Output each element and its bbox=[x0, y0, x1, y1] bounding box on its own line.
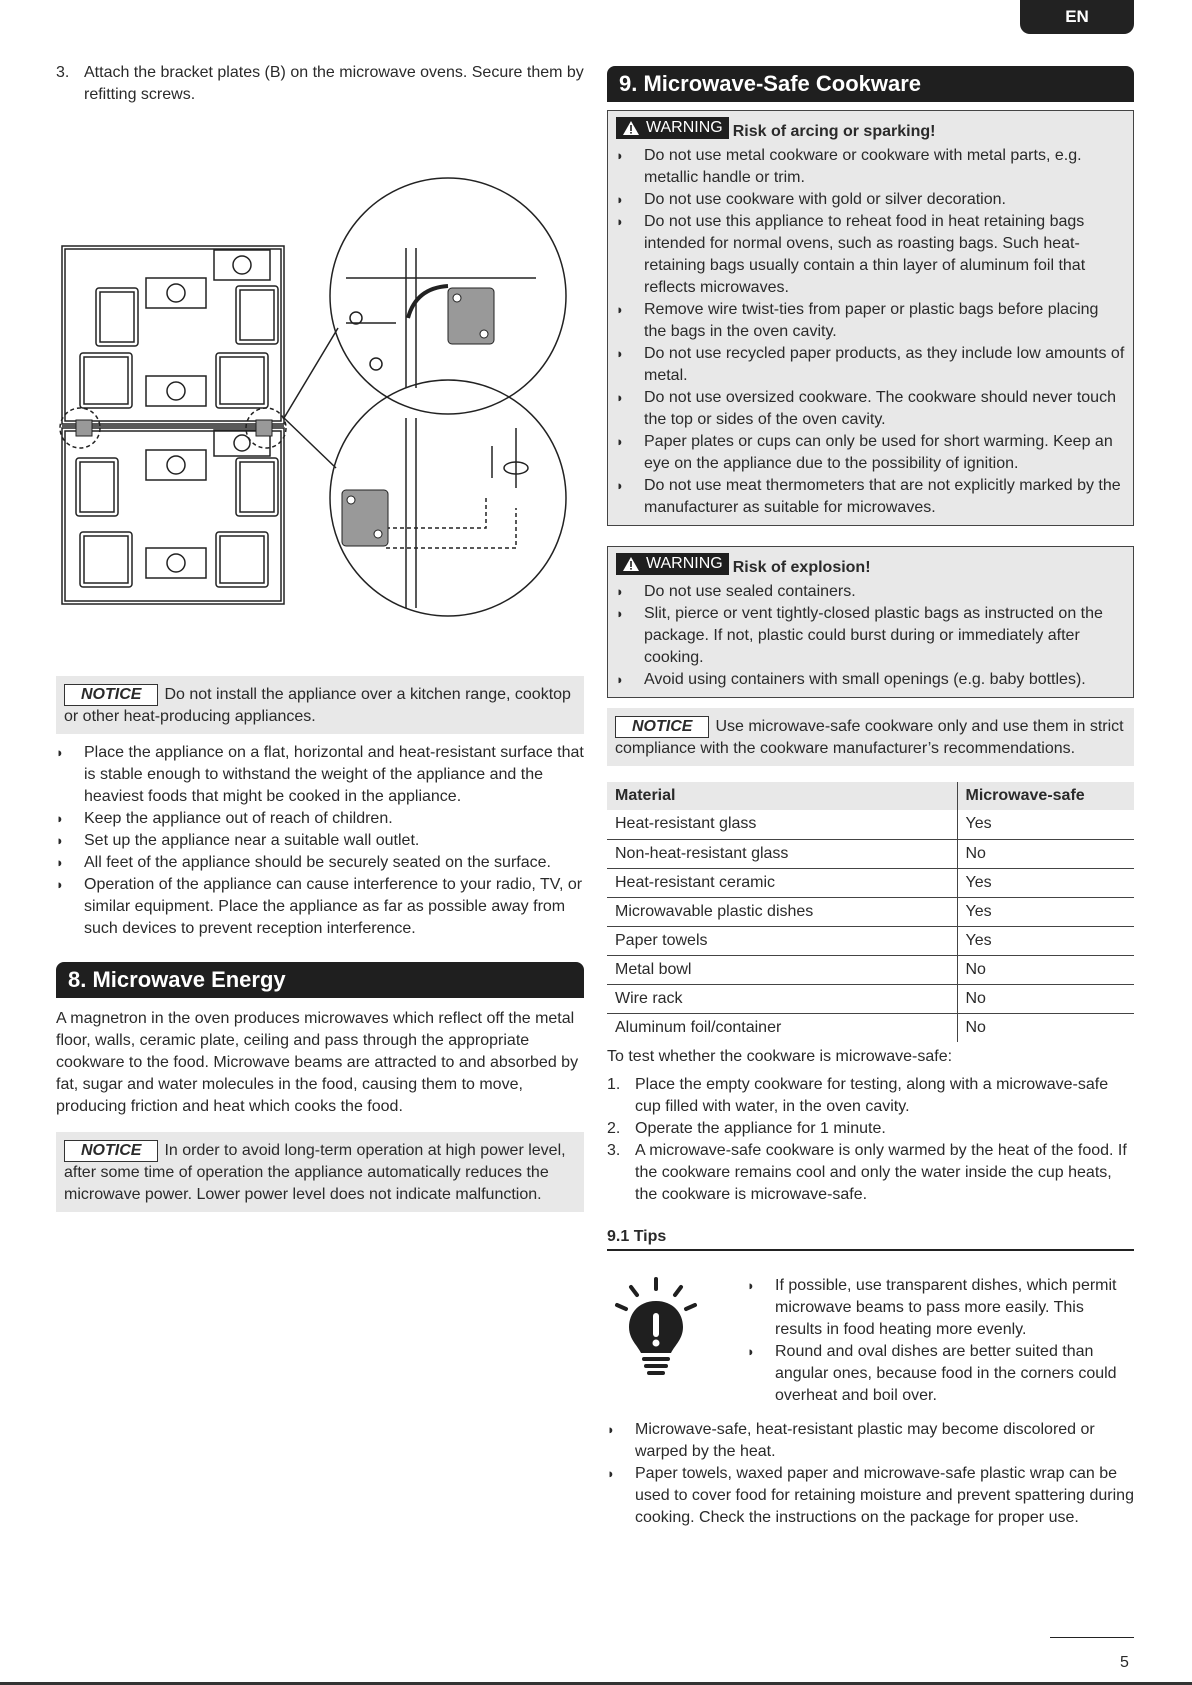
test-steps bbox=[607, 1074, 1134, 1206]
list-item: ◗ Do not use metal cookware or cookware with metal parts, e.g. metallic handle or trim. bbox=[616, 147, 1082, 186]
notice-text: Do not install the appliance over a kitchen range, cooktop or other heat-producing appliances. bbox=[64, 686, 571, 725]
explosion-bullet-list bbox=[616, 581, 1125, 691]
bullet-icon: ◗ bbox=[747, 1278, 755, 1293]
notice-power-reduction bbox=[56, 1132, 584, 1212]
list-item: ◗ Do not use this appliance to reheat food in heat retaining bags intended for normal ovens, such as roasting bags. Such heat-retaining bags usually contain a thin layer of aluminum foil that reflects microwaves. bbox=[616, 213, 1086, 296]
list-item: ◗ Keep the appliance out of reach of children. bbox=[56, 808, 584, 830]
section-9-heading: 9. Microwave-Safe Cookware bbox=[607, 66, 1134, 102]
tips-heading: 9.1 Tips bbox=[607, 1226, 1134, 1251]
bullet-icon: ◗ bbox=[56, 877, 64, 892]
table-row: Heat-resistant glass Yes bbox=[607, 810, 1134, 839]
arcing-bullet-list bbox=[616, 145, 1125, 519]
bullet-icon: ◗ bbox=[616, 192, 624, 207]
left-column bbox=[56, 62, 584, 1212]
warning-explosion bbox=[607, 546, 1134, 698]
list-item: ◗ Do not use recycled paper products, as they include low amounts of metal. bbox=[616, 345, 1125, 384]
list-item: ◗ Do not use oversized cookware. The cookware should never touch the top or sides of the oven cavity. bbox=[616, 389, 1116, 428]
list-item: ◗ Paper towels, waxed paper and microwave-safe plastic wrap can be used to cover food for retaining moisture and prevent spattering during cooking. Check the instructions on the package for proper use. bbox=[607, 1465, 1134, 1526]
bracket-installation-illustration bbox=[56, 128, 584, 648]
step-number: 3. bbox=[56, 64, 70, 81]
tips-bullet-list bbox=[747, 1275, 1134, 1407]
bullet-icon: ◗ bbox=[616, 346, 624, 361]
warning-tag: WARNING bbox=[616, 117, 729, 139]
notice-cookware bbox=[607, 708, 1134, 766]
table-header-row bbox=[607, 782, 1134, 810]
footer-rule bbox=[1050, 1637, 1134, 1638]
warning-triangle-icon bbox=[622, 120, 640, 136]
table-row: Non-heat-resistant glass No bbox=[607, 839, 1134, 868]
bullet-icon: ◗ bbox=[747, 1344, 755, 1359]
test-step: 1. Place the empty cookware for testing, along with a microwave-safe cup filled with water, in the oven cavity. bbox=[607, 1076, 1109, 1115]
bracket-diagram-icon bbox=[56, 128, 584, 648]
notice-tag: NOTICE bbox=[64, 684, 158, 706]
bullet-icon: ◗ bbox=[616, 390, 624, 405]
list-item: ◗ Do not use cookware with gold or silver decoration. bbox=[616, 189, 1125, 211]
notice-text: In order to avoid long-term operation at high power level, after some time of operation the appliance automatically reduces the microwave power. Lower power level does not indicate malfunction. bbox=[64, 1142, 566, 1203]
right-column bbox=[607, 66, 1134, 1529]
bullet-icon: ◗ bbox=[607, 1422, 615, 1437]
bullet-icon: ◗ bbox=[616, 148, 624, 163]
list-item: ◗ Remove wire twist-ties from paper or plastic bags before placing the bags in the oven cavity. bbox=[616, 301, 1099, 340]
warning-title: Risk of explosion! bbox=[732, 559, 871, 576]
bullet-icon: ◗ bbox=[616, 478, 624, 493]
list-item: ◗ Microwave-safe, heat-resistant plastic may become discolored or warped by the heat. bbox=[607, 1421, 1095, 1460]
bullet-icon: ◗ bbox=[56, 855, 64, 870]
test-intro: To test whether the cookware is microwave-safe: bbox=[607, 1048, 953, 1065]
test-step: 2. Operate the appliance for 1 minute. bbox=[607, 1120, 886, 1137]
list-item: ◗ If possible, use transparent dishes, which permit microwave beams to pass more easily. This results in food heating more evenly. bbox=[747, 1277, 1117, 1338]
microwave-safe-table bbox=[607, 782, 1134, 1042]
bullet-icon: ◗ bbox=[616, 302, 624, 317]
notice-tag: NOTICE bbox=[615, 716, 709, 738]
bullet-icon: ◗ bbox=[616, 584, 624, 599]
warning-tag: WARNING bbox=[616, 553, 729, 575]
notice-text: Use microwave-safe cookware only and use them in strict compliance with the cookware manufacturer’s recommendations. bbox=[615, 718, 1124, 757]
notice-installation bbox=[56, 676, 584, 734]
list-item: ◗ Operation of the appliance can cause interference to your radio, TV, or similar equipment. Place the appliance as far as possible away from such devices to prevent reception interference. bbox=[56, 876, 583, 937]
column-header-microwave-safe: Microwave-safe bbox=[957, 782, 1134, 810]
bullet-icon: ◗ bbox=[616, 672, 624, 687]
list-item: ◗ Slit, pierce or vent tightly-closed plastic bags as instructed on the package. If not, plastic could burst during or immediately after cooking. bbox=[616, 605, 1103, 666]
table-row: Heat-resistant ceramic Yes bbox=[607, 868, 1134, 897]
install-step-3 bbox=[56, 62, 584, 106]
tips-block bbox=[607, 1275, 1134, 1407]
tips-icon-container bbox=[607, 1275, 747, 1407]
list-item: ◗ All feet of the appliance should be securely seated on the surface. bbox=[56, 852, 584, 874]
warning-title: Risk of arcing or sparking! bbox=[732, 123, 936, 140]
list-item: ◗ Place the appliance on a flat, horizontal and heat-resistant surface that is stable enough to withstand the weight of the appliance and the heaviest foods that might be cooked in the appliance. bbox=[56, 744, 584, 805]
table-row: Aluminum foil/container No bbox=[607, 1013, 1134, 1042]
lightbulb-exclamation-icon bbox=[611, 1275, 701, 1385]
table-row: Metal bowl No bbox=[607, 955, 1134, 984]
section-8-heading: 8. Microwave Energy bbox=[56, 962, 584, 998]
warning-arcing bbox=[607, 110, 1134, 526]
column-header-material: Material bbox=[607, 782, 957, 810]
warning-triangle-icon bbox=[622, 556, 640, 572]
language-tab: EN bbox=[1020, 0, 1134, 34]
bullet-icon: ◗ bbox=[616, 434, 624, 449]
additional-tips-list bbox=[607, 1419, 1134, 1529]
bullet-icon: ◗ bbox=[56, 745, 64, 760]
list-item: ◗ Do not use meat thermometers that are not explicitly marked by the manufacturer as suitable for microwaves. bbox=[616, 477, 1121, 516]
list-item: ◗ Do not use sealed containers. bbox=[616, 581, 1125, 603]
bullet-icon: ◗ bbox=[616, 606, 624, 621]
bullet-icon: ◗ bbox=[56, 833, 64, 848]
bullet-icon: ◗ bbox=[56, 811, 64, 826]
list-item: ◗ Paper plates or cups can only be used for short warming. Keep an eye on the appliance due to the possibility of ignition. bbox=[616, 433, 1113, 472]
list-item: ◗ Avoid using containers with small openings (e.g. baby bottles). bbox=[616, 669, 1125, 691]
page-number: 5 bbox=[1120, 1654, 1129, 1671]
list-item: ◗ Set up the appliance near a suitable wall outlet. bbox=[56, 830, 584, 852]
bullet-icon: ◗ bbox=[616, 214, 624, 229]
list-item: ◗ Round and oval dishes are better suited than angular ones, because food in the corners could overheat and boil over. bbox=[747, 1343, 1117, 1404]
bullet-icon: ◗ bbox=[607, 1466, 615, 1481]
placement-bullet-list bbox=[56, 742, 584, 940]
step-text: Attach the bracket plates (B) on the microwave ovens. Secure them by refitting screws. bbox=[84, 64, 584, 103]
test-step: 3. A microwave-safe cookware is only warmed by the heat of the food. If the cookware remains cool and only the water inside the cup heats, the cookware is microwave-safe. bbox=[607, 1142, 1127, 1203]
table-row: Microwavable plastic dishes Yes bbox=[607, 897, 1134, 926]
table-row: Paper towels Yes bbox=[607, 926, 1134, 955]
table-row: Wire rack No bbox=[607, 984, 1134, 1013]
section-8-paragraph: A magnetron in the oven produces microwaves which reflect off the metal floor, walls, ceramic plate, ceiling and pass through the appropriate cookware to the food. Microwave beams are attracted to and absorbed by fat, sugar and water molecules in the food, causing them to move, producing friction and heat which cooks the food. bbox=[56, 1010, 579, 1115]
notice-tag: NOTICE bbox=[64, 1140, 158, 1162]
